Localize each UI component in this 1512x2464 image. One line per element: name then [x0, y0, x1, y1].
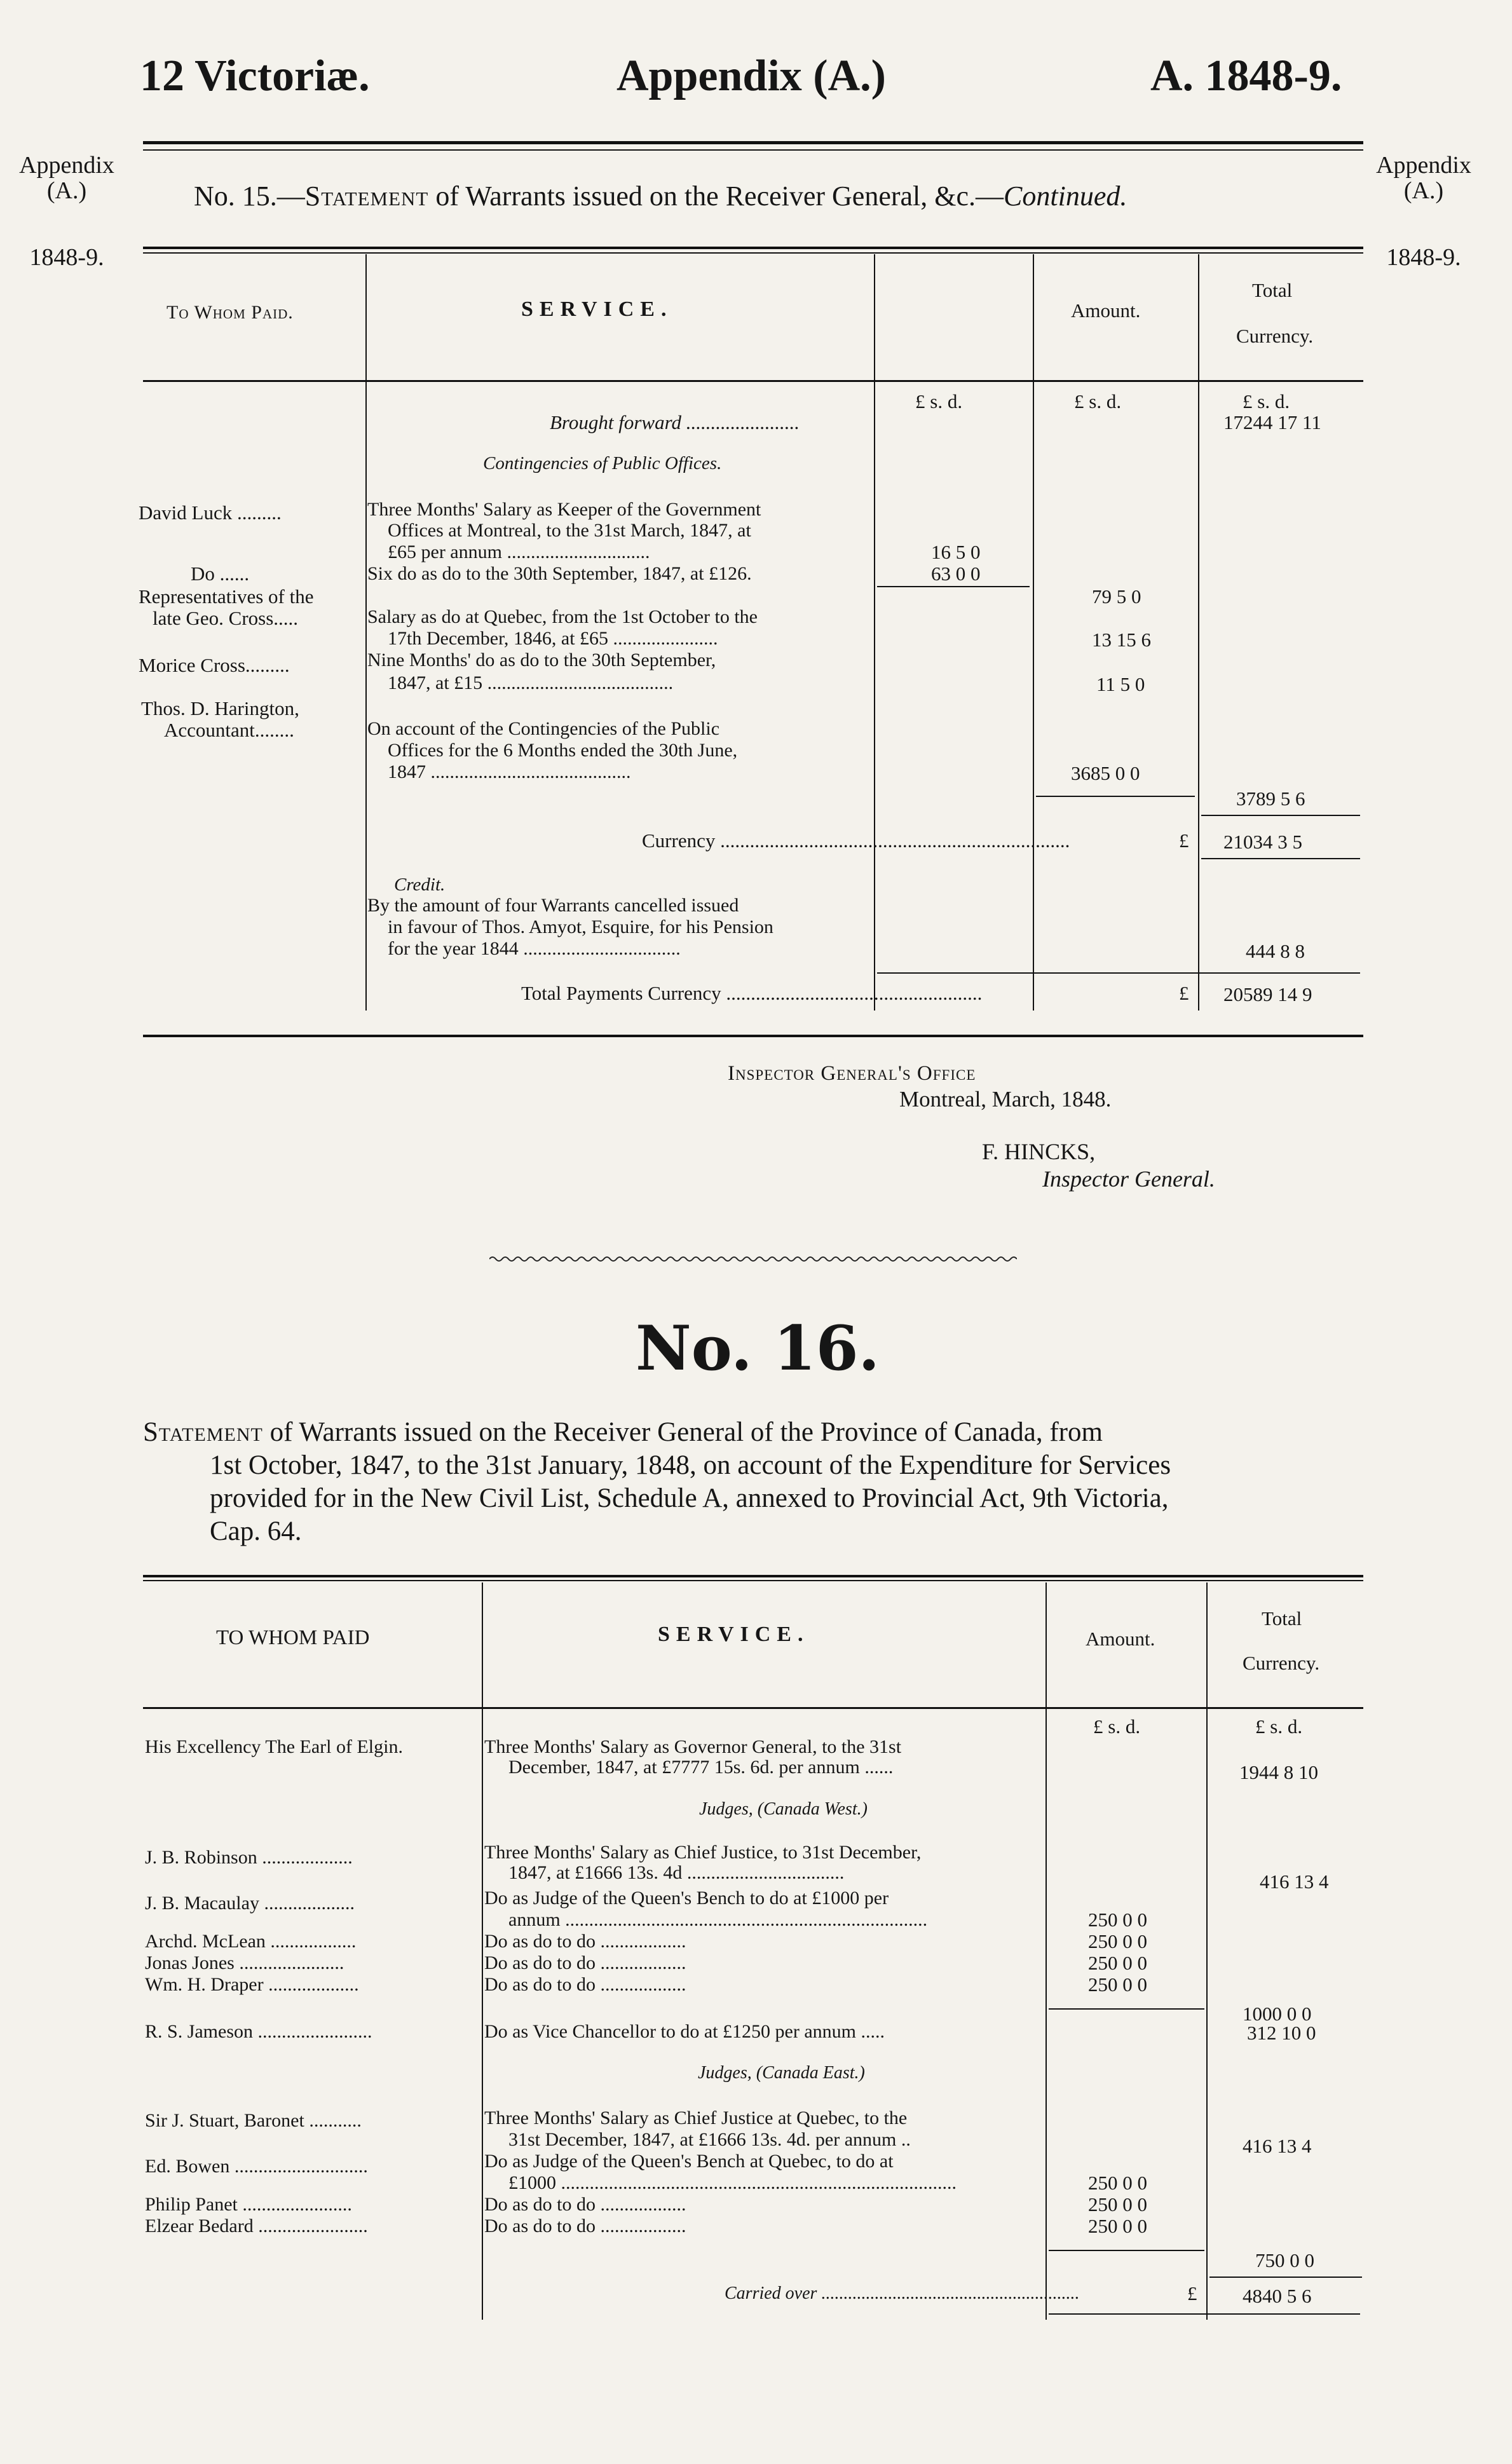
service-text: Do as do to do [484, 1974, 596, 1995]
t15-total-payments-row: Total Payments Currency .................................................... [521, 982, 983, 1004]
t16-col-total-1: Total [1262, 1607, 1302, 1630]
service-text: Do as do to do [484, 2194, 596, 2215]
t15-payee-harington-2: Accountant........ [164, 719, 294, 741]
t16-lsd-1: £ s. d. [1093, 1715, 1141, 1738]
t15-service-line: 17th December, 1846, at £65 ...................... [388, 628, 718, 649]
t15-col-service: SERVICE. [521, 297, 673, 321]
t16-service-line: Do as do to do .................. [484, 2194, 686, 2215]
t16-vline-2 [1045, 1583, 1047, 2320]
t16-col-amount: Amount. [1086, 1628, 1155, 1650]
t15-amount: 3685 0 0 [1071, 762, 1140, 784]
t15-lsd-2: £ s. d. [1074, 390, 1122, 412]
payee-name: Accountant [164, 719, 255, 741]
t15-col-total-1: Total [1252, 279, 1293, 301]
table15-title [194, 180, 1127, 212]
t16-payee-robinson: J. B. Robinson ................... [145, 1847, 353, 1868]
t16-payee-bedard: Elzear Bedard ....................... [145, 2216, 368, 2236]
payee-name: Elzear Bedard [145, 2216, 254, 2236]
t16-amount: 250 0 0 [1088, 1973, 1147, 1996]
t15-subtotal-rule [877, 586, 1030, 587]
statement-line-2: 1st October, 1847, to the 31st January, 1848, on account of the Expenditure for Services [210, 1450, 1171, 1480]
place-date: Montreal, March, 1848. [899, 1087, 1112, 1112]
t15-brought-forward-total: 17244 17 11 [1223, 411, 1321, 433]
payee-name: J. B. Macaulay [145, 1893, 259, 1914]
t16-col-service: SERVICE. [658, 1623, 810, 1646]
t15-subtotal-rule [1201, 815, 1360, 816]
margin-appendix: Appendix [1376, 152, 1471, 179]
t16-service-line: December, 1847, at £7777 15s. 6d. per annum ...... [508, 1757, 894, 1778]
title-rest: of Warrants issued on the Receiver General, &c.— [428, 180, 1004, 212]
table16-header-rule [143, 1707, 1363, 1709]
t16-service-line: 31st December, 1847, at £1666 13s. 4d. per annum .. [508, 2129, 911, 2150]
payee-name: Wm. H. Draper [145, 1974, 264, 1995]
t15-currency-row: Currency ....................................................................... [642, 829, 1070, 852]
t16-service-line: Do as do to do .................. [484, 2216, 686, 2236]
t16-amount: 250 0 0 [1088, 2172, 1147, 2194]
t15-vline-3 [1033, 254, 1034, 1011]
t16-service-line: annum ............................................................................ [508, 1909, 928, 1930]
service-text: Do as do to do [484, 1931, 596, 1952]
service-text: Do as do to do [484, 2216, 596, 2236]
t16-payee-macaulay: J. B. Macaulay ................... [145, 1893, 355, 1914]
t16-col-whom: TO WHOM PAID [216, 1626, 370, 1649]
payee-name: late Geo. Cross [153, 607, 274, 629]
table15-top-rule [143, 247, 1363, 249]
statement-line-1 [143, 1416, 1171, 1449]
t16-section-west: Judges, (Canada West.) [699, 1799, 868, 1819]
t15-service-line: 1847 .......................................... [388, 761, 631, 782]
service-text: annum [508, 1909, 561, 1930]
t16-payee-panet: Philip Panet ....................... [145, 2194, 352, 2215]
t15-payee-harington: Thos. D. Harington, [141, 697, 299, 719]
t15-lsd-3: £ s. d. [1243, 390, 1290, 412]
t15-payee-representatives: Representatives of the [139, 585, 314, 608]
payee-name: Morice Cross [139, 654, 245, 676]
t16-total: 416 13 4 [1260, 1870, 1329, 1893]
t16-service-line: Do as Judge of the Queen's Bench to do at £1000 per [484, 1888, 889, 1909]
t15-col-whom: To Whom Paid. [167, 302, 294, 323]
title-prefix: No. 15.— [194, 180, 305, 212]
title-statement: Statement [304, 180, 429, 212]
t15-lsd-1: £ s. d. [915, 390, 963, 412]
t16-total: 312 10 0 [1247, 2022, 1316, 2044]
t15-service-line: £65 per annum .............................. [388, 541, 650, 562]
signer-title: Inspector General. [1042, 1166, 1215, 1192]
t15-amount: 63 0 0 [931, 562, 981, 585]
t15-amount: 11 5 0 [1096, 673, 1145, 695]
service-text: 1847 [388, 761, 426, 782]
service-text: £1000 [508, 2172, 556, 2193]
t16-payee-jameson: R. S. Jameson ........................ [145, 2021, 372, 2042]
margin-note-left [13, 153, 121, 203]
service-text: 1847, at £1666 13s. 4d [508, 1862, 683, 1883]
t16-payee-bowen: Ed. Bowen ............................ [145, 2156, 368, 2177]
margin-a: (A.) [1403, 177, 1444, 204]
t16-subtotal-rule [1049, 2008, 1204, 2010]
t16-vline-1 [482, 1583, 483, 2320]
t15-brought-forward: Brought forward ....................... [550, 411, 800, 433]
t15-vline-4 [1198, 254, 1199, 1011]
table15-header-rule [143, 380, 1363, 382]
payee-name: J. B. Robinson [145, 1847, 257, 1868]
t16-payee-stuart: Sir J. Stuart, Baronet ........... [145, 2110, 362, 2131]
total-payments-label: Total Payments Currency [521, 982, 721, 1004]
t15-amount: 16 5 0 [931, 541, 981, 563]
t15-amount: 13 15 6 [1092, 629, 1151, 651]
t16-section-east: Judges, (Canada East.) [698, 2063, 865, 2083]
page-header-right: A. 1848-9. [1150, 51, 1342, 100]
t15-credit-total: 444 8 8 [1246, 940, 1305, 962]
table16-heading: No. 16. [636, 1312, 880, 1384]
payee-name: R. S. Jameson [145, 2021, 254, 2042]
t16-west-subtotal: 1000 0 0 [1243, 2003, 1312, 2025]
t15-service-line: Salary as do at Quebec, from the 1st October to the [367, 606, 758, 627]
t16-payee-jones: Jonas Jones ...................... [145, 1952, 344, 1973]
service-text: Do as do to do [484, 1952, 596, 1973]
margin-a: (A.) [46, 177, 87, 204]
t15-credit-label: Credit. [394, 875, 446, 895]
t15-col-total-2: Currency. [1236, 325, 1314, 347]
t15-currency-total: 21034 3 5 [1223, 831, 1302, 853]
t16-payee-mclean: Archd. McLean .................. [145, 1931, 357, 1952]
service-text: 1847, at £15 [388, 672, 483, 693]
t16-lsd-2: £ s. d. [1255, 1715, 1303, 1738]
service-text: £65 per annum [388, 541, 502, 562]
t15-pound: £ [1179, 982, 1189, 1004]
t16-service-line: Three Months' Salary as Chief Justice, to 31st December, [484, 1842, 922, 1863]
t15-vline-1 [365, 254, 367, 1011]
t15-service-line: Offices at Montreal, to the 31st March, 1847, at [388, 520, 751, 541]
t16-amount: 250 0 0 [1088, 2215, 1147, 2237]
t16-amount: 250 0 0 [1088, 1930, 1147, 1952]
t16-carried-over-row: Carried over .......................................................... [725, 2284, 1080, 2303]
t15-service-line: On account of the Contingencies of the Public [367, 718, 720, 739]
t15-service-line: Offices for the 6 Months ended the 30th June, [388, 740, 738, 761]
statement-line-4: Cap. 64. [210, 1516, 302, 1546]
t15-service-line: Six do as do to the 30th September, 1847, at £126. [367, 563, 752, 584]
payee-name: David Luck [139, 501, 233, 524]
service-text: 31st December, 1847, at £1666 13s. 4d. per annum [508, 2129, 897, 2150]
t16-bottom-rule [1049, 2313, 1360, 2315]
t15-payee-representatives-2: late Geo. Cross..... [153, 607, 299, 629]
payee-name: Archd. McLean [145, 1931, 266, 1952]
t15-subtotal-rule [1201, 858, 1360, 859]
t16-service-line: Do as do to do .................. [484, 1952, 686, 1973]
t16-vline-3 [1206, 1583, 1208, 2320]
section-separator [489, 1255, 1017, 1263]
title-continued: Continued. [1004, 180, 1127, 212]
t16-subtotal-rule [1049, 2250, 1204, 2251]
t16-east-subtotal: 750 0 0 [1255, 2249, 1314, 2271]
t16-amount: 250 0 0 [1088, 1952, 1147, 1974]
t15-payee-morice-cross: Morice Cross......... [139, 654, 290, 676]
t16-service-line: Do as Vice Chancellor to do at £1250 per annum ..... [484, 2021, 885, 2042]
t16-amount: 250 0 0 [1088, 1909, 1147, 1931]
t15-col-amount: Amount. [1071, 299, 1141, 322]
t15-credit-line: in favour of Thos. Amyot, Esquire, for his Pension [388, 916, 773, 937]
t16-total: 416 13 4 [1243, 2135, 1312, 2157]
t16-subtotal-rule [1209, 2277, 1362, 2278]
page-header-center: Appendix (A.) [616, 51, 886, 100]
t15-service-line: 1847, at £15 ....................................... [388, 672, 674, 693]
brought-label: Brought forward [550, 411, 681, 433]
t15-total-payments-value: 20589 14 9 [1223, 983, 1312, 1005]
service-text: Do as Vice Chancellor to do at £1250 per annum [484, 2021, 856, 2042]
t16-service-line: 1847, at £1666 13s. 4d ................................. [508, 1862, 845, 1883]
currency-label: Currency [642, 829, 716, 852]
carried-label: Carried over [725, 2284, 817, 2303]
t16-service-line: Three Months' Salary as Governor General, to the 31st [484, 1736, 902, 1757]
service-text: for the year 1844 [388, 938, 519, 959]
t16-pound: £ [1187, 2282, 1197, 2304]
t16-service-line: Three Months' Salary as Chief Justice at Quebec, to the [484, 2107, 908, 2128]
t15-pound: £ [1179, 829, 1189, 852]
margin-note-right [1370, 153, 1478, 203]
t16-service-line: Do as Judge of the Queen's Bench at Quebec, to do at [484, 2151, 894, 2172]
signer-name: F. HINCKS, [982, 1139, 1096, 1164]
t15-total: 3789 5 6 [1236, 787, 1305, 810]
t15-service-line: Three Months' Salary as Keeper of the Government [367, 499, 761, 520]
page-header-left: 12 Victoriæ. [140, 51, 370, 100]
t15-service-line: Nine Months' do as do to the 30th September, [367, 650, 716, 670]
margin-appendix: Appendix [19, 152, 114, 179]
payee-name: Philip Panet [145, 2194, 238, 2215]
t15-section-heading: Contingencies of Public Offices. [483, 453, 722, 473]
t15-credit-line: By the amount of four Warrants cancelled issued [367, 895, 739, 916]
statement-line-3: provided for in the New Civil List, Schedule A, annexed to Provincial Act, 9th Victoria, [210, 1483, 1169, 1513]
margin-year-left: 1848-9. [29, 244, 104, 271]
statement-word: Statement [143, 1417, 263, 1447]
t15-credit-line: for the year 1844 ................................. [388, 938, 681, 959]
t16-payee-draper: Wm. H. Draper ................... [145, 1974, 359, 1995]
payee-name: Ed. Bowen [145, 2156, 230, 2177]
service-text: 17th December, 1846, at £65 [388, 628, 609, 649]
table15-bottom-rule [143, 1035, 1363, 1037]
t15-vline-2 [874, 254, 875, 1011]
header-rule [143, 141, 1363, 144]
header-rule-thin [143, 149, 1363, 151]
t16-amount: 250 0 0 [1088, 2193, 1147, 2216]
t16-col-total-2: Currency. [1243, 1652, 1320, 1674]
t15-payee-david-luck: David Luck ......... [139, 501, 282, 524]
table15-top-rule-thin [143, 252, 1363, 254]
t16-service-line: Do as do to do .................. [484, 1931, 686, 1952]
table16-top-rule-thin [143, 1580, 1363, 1581]
margin-year-right: 1848-9. [1386, 244, 1461, 271]
payee-name: Sir J. Stuart, Baronet [145, 2110, 304, 2131]
t16-service-line: Do as do to do .................. [484, 1974, 686, 1995]
table16-top-rule [143, 1575, 1363, 1577]
t16-carried-total: 4840 5 6 [1243, 2285, 1312, 2307]
t16-total: 1944 8 10 [1239, 1761, 1318, 1783]
payee-name: Jonas Jones [145, 1952, 235, 1973]
office-line: Inspector General's Office [728, 1062, 976, 1085]
t15-subtotal-rule [1036, 796, 1195, 797]
t15-total-rule [877, 972, 1360, 974]
service-text: December, 1847, at £7777 15s. 6d. per annum [508, 1757, 860, 1778]
t15-payee-do: Do ...... [191, 562, 250, 585]
t15-amount: 79 5 0 [1092, 585, 1141, 608]
table16-statement [143, 1416, 1171, 1548]
t16-service-line: £1000 ................................................................................... [508, 2172, 957, 2193]
payee-name: Do [191, 562, 215, 585]
statement-text: of Warrants issued on the Receiver General of the Province of Canada, from [262, 1417, 1103, 1447]
t16-payee-governor: His Excellency The Earl of Elgin. [145, 1736, 403, 1757]
